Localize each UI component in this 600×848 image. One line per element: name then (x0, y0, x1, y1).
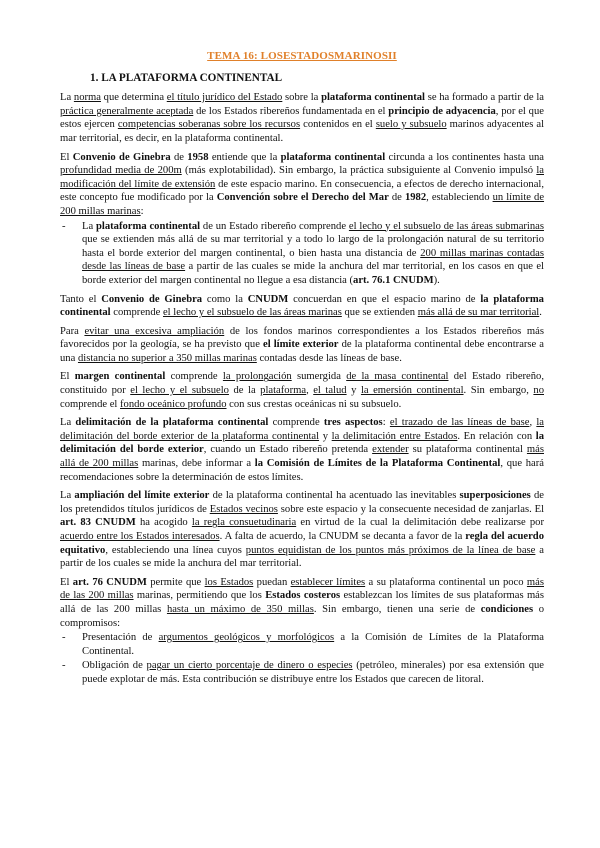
text-run: a su plataforma continental un poco (365, 576, 527, 588)
bold-text: principio de adyacencia (388, 105, 496, 117)
text-run: La (82, 220, 97, 232)
list-item (60, 631, 544, 658)
text-run: y (319, 430, 332, 442)
section-heading: 1. LA PLATAFORMA CONTINENTAL (90, 71, 283, 84)
text-run: contadas desde las líneas de base. (256, 352, 402, 364)
bold-text: delimitación de la plataforma continental (75, 417, 269, 429)
text-run: que determina (100, 92, 167, 104)
bold-text: plataforma continental (96, 220, 201, 232)
underlined-text: 200 millas marinas contadas desde las líneas de base (82, 247, 545, 273)
text-run: El (60, 371, 75, 383)
bold-text: Convención sobre el Derecho del Mar (216, 192, 389, 204)
dash-marker: - (62, 632, 66, 644)
bold-text: Estados costeros (265, 590, 341, 602)
bold-text: Convenio de Ginebra (72, 151, 171, 163)
text-run: , por el que estos ejercen (60, 105, 544, 131)
underlined-text: más de las 200 millas (60, 576, 544, 602)
text-run: de un Estado ribereño comprende (200, 220, 349, 232)
text-run: de los pretendidos títulos jurídicos de (60, 490, 544, 515)
underlined-text: la delimitación del borde exterior de la plataforma continental (60, 417, 544, 442)
bullet-list (60, 631, 544, 686)
bold-text: plataforma continental (321, 92, 425, 104)
paragraph (60, 151, 544, 219)
bold-text: la plataforma continental (60, 293, 544, 319)
underlined-text: el título jurídico del Estado (166, 92, 283, 104)
underlined-text: no (533, 385, 544, 397)
bullet-list (60, 220, 544, 288)
text-run: de (170, 151, 188, 163)
paragraph (60, 325, 544, 366)
text-run: circunda a los continentes hasta una (385, 151, 544, 163)
text-run: marinas, debe informar a (138, 458, 255, 470)
underlined-text: la emersión continental (360, 385, 464, 397)
bold-text: margen continental (74, 371, 166, 383)
underlined-text: profundidad media de 200m (60, 165, 182, 177)
text-run: marinos adyacentes al mar territorial, es decir, en la plataforma continental. (60, 119, 545, 144)
underlined-text: norma (73, 92, 101, 104)
text-run: , estableciendo una línea cuyos (105, 544, 246, 556)
text-run: : (140, 205, 144, 217)
underlined-text: más allá de 200 millas (60, 444, 544, 470)
underlined-text: la delimitación entre Estados (331, 430, 458, 442)
underlined-text: hasta un máximo de 350 millas (166, 603, 314, 615)
text-run: ha acogido (135, 517, 192, 529)
text-run: , que hará recomendaciones sobre la determinación de estos límites. (60, 458, 544, 483)
list-item (60, 220, 544, 288)
list-item-text (82, 221, 544, 286)
underlined-text: suelo y subsuelo (375, 119, 447, 131)
underlined-text: la modificación del límite de extensión (60, 165, 544, 190)
underlined-text: plataforma (260, 385, 307, 397)
list-item (60, 659, 544, 686)
underlined-text: evitar una excesiva ampliación (84, 325, 225, 337)
text-run: a partir de las cuales se mide la anchura del mar territorial, en los casos en que el borde exterior del margen continental no llegue a esa distancia ( (82, 261, 545, 286)
text-run: , (306, 385, 314, 397)
paragraph (60, 416, 544, 484)
bold-text: el límite exterior (263, 339, 339, 351)
text-run: . A falta de acuerdo, la CNUDM se decanta a favor de la (219, 531, 466, 542)
underlined-text: práctica generalmente aceptada (60, 105, 194, 117)
text-run: sobre este espacio y la consecuente necesidad de zanjarlas. El (277, 503, 545, 515)
bold-text: 1958 (187, 151, 209, 163)
bold-text: plataforma continental (280, 151, 386, 163)
underlined-text: la prolongación (222, 371, 292, 383)
text-run: La (60, 92, 74, 104)
text-run: de (388, 192, 405, 204)
paragraph (60, 91, 544, 145)
text-run: de la plataforma continental ha acentuado las inevitables (209, 490, 460, 502)
text-run: de los fondos marinos correspondientes a los Estados ribereños más favorecidos por la geología, se ha previsto que (60, 325, 544, 351)
text-run: de los Estados ribereños fundamentada en el (193, 105, 389, 117)
underlined-text: el lecho y el subsuelo de las áreas marinas (162, 307, 342, 319)
text-run: . En relación con (457, 430, 536, 442)
text-run: a la Comisión de Límites de la Plataforma Continental. (82, 632, 544, 657)
paragraph (60, 576, 544, 630)
underlined-text: los Estados (204, 576, 254, 588)
text-run: , estableciendo (426, 192, 493, 204)
document-page (60, 50, 544, 692)
bold-text: art. 76.1 CNUDM (353, 274, 434, 286)
list-item-text (82, 632, 544, 657)
underlined-text: establecer límites (290, 576, 366, 588)
text-run: sumergida (291, 371, 347, 383)
text-run: Tanto el (60, 293, 102, 305)
dash-marker: - (62, 220, 66, 232)
underlined-text: argumentos geológicos y morfológicos (158, 632, 335, 644)
underlined-text: el lecho y el subsuelo (130, 385, 229, 397)
underlined-text: la regla consuetudinaria (191, 517, 297, 529)
dash-marker: - (62, 660, 66, 672)
text-run: La (60, 417, 76, 429)
text-run: de este espacio marino. En consecuencia, a efectos de derecho internacional, este concepto fue modificado por la (60, 178, 544, 204)
text-run: comprende el (60, 398, 121, 410)
underlined-text: el trazado de las líneas de base (389, 417, 530, 429)
underlined-text: más allá de su mar territorial (417, 307, 540, 319)
text-run: . Sin embargo, tienen una serie de (313, 603, 481, 615)
underlined-text: de la masa continental (346, 371, 449, 383)
text-run: y (346, 385, 361, 397)
text-run: que se extienden (341, 307, 418, 319)
text-run: se ha formado a partir de la (425, 92, 544, 104)
text-run: que se extienden más allá de su mar territorial y a todo lo largo de la prolongación natural de su territorio hasta el borde exterior del margen continental, o bien hasta una distancia de (82, 234, 544, 259)
bold-text: ampliación del límite exterior (74, 490, 210, 502)
list-item-text (82, 660, 544, 685)
underlined-text: pagar un cierto porcentaje de dinero o especies (146, 660, 353, 672)
underlined-text: el lecho y el subsuelo de las áreas submarinas (348, 220, 544, 232)
text-run: (más explotabilidad). Sin embargo, la práctica subsiguiente al Convenio impulsó (181, 165, 537, 177)
text-run: permite que (146, 576, 205, 588)
bold-text: Convenio de Ginebra (101, 293, 203, 305)
underlined-text: Estados vecinos (209, 503, 278, 515)
text-run: puedan (253, 576, 291, 588)
underlined-text: puntos equidistan de los puntos más próximos de la línea de base (245, 544, 536, 556)
text-run: comprende (165, 371, 223, 383)
paragraph (60, 293, 544, 320)
text-run: La (60, 490, 75, 502)
text-run: contenidos en el (300, 119, 376, 131)
document-title: TEMA 16: LOSESTADOSMARINOSII (207, 50, 397, 62)
text-run: (petróleo, minerales) por esa extensión que puede explotar de más. Esta contribución se distribuye entre los Estados que carecen de litoral. (82, 660, 544, 685)
text-run: sobre la (282, 92, 322, 104)
text-run: entiende que la (208, 151, 281, 163)
underlined-text: competencias soberanas sobre los recursos (117, 119, 301, 131)
text-run: marinas, permitiendo que los (133, 590, 266, 602)
text-run: su plataforma continental (408, 444, 527, 456)
bold-text: CNUDM (247, 293, 289, 305)
text-run: como la (202, 293, 248, 305)
bold-text: 1982 (404, 192, 427, 204)
text-run: en virtud de la cual la delimitación debe realizarse por (296, 517, 545, 529)
underlined-text: el talud (313, 385, 347, 397)
bold-text: art. 83 CNUDM (60, 517, 136, 529)
underlined-text: acuerdo entre los Estados interesados (60, 531, 220, 542)
text-run: Presentación de (82, 632, 159, 644)
text-run: : (382, 417, 390, 429)
bold-text: la delimitación del borde exterior (60, 430, 545, 456)
text-run: . Sin embargo, (463, 385, 534, 397)
text-run: . (539, 307, 542, 319)
paragraph (60, 370, 544, 411)
bold-text: la Comisión de Límites de la Plataforma Continental (254, 458, 501, 470)
text-run: del Estado ribereño, constituido por (60, 371, 545, 397)
underlined-text: un límite de 200 millas marinas (60, 192, 545, 217)
text-run: concuerdan en que el espacio marino de (288, 293, 481, 305)
text-run: , cuando un Estado ribereño pretenda (203, 444, 373, 456)
bold-text: condiciones (480, 603, 534, 615)
paragraph (60, 489, 544, 571)
text-run: a partir de los cuales se mide la anchura del mar territorial. (60, 544, 545, 570)
underlined-text: distancia no superior a 350 millas marinas (77, 352, 257, 364)
underlined-text: extender (372, 444, 409, 456)
text-run: El (60, 576, 73, 588)
text-run: de la plataforma continental debe encontrarse a una (60, 339, 545, 364)
bold-text: tres aspectos (323, 417, 383, 429)
text-run: , (529, 417, 537, 429)
bold-text: superposiciones (459, 490, 531, 502)
text-run: o compromisos: (60, 603, 544, 629)
text-run: ). (433, 274, 440, 286)
text-run: comprende (110, 307, 163, 319)
text-run: establezcan los límites de sus plataformas más allá de las 200 millas (60, 590, 545, 615)
text-run: con sus crestas oceánicas ni su subsuelo. (226, 398, 402, 410)
text-run: de la (228, 385, 261, 397)
text-run: comprende (268, 417, 324, 429)
text-run: Obligación de (82, 660, 147, 672)
text-run: Para (60, 325, 85, 337)
underlined-text: fondo oceánico profundo (120, 398, 227, 410)
bold-text: regla del acuerdo equitativo (60, 531, 544, 556)
bold-text: art. 76 CNUDM (72, 576, 147, 588)
text-run: El (60, 151, 73, 163)
